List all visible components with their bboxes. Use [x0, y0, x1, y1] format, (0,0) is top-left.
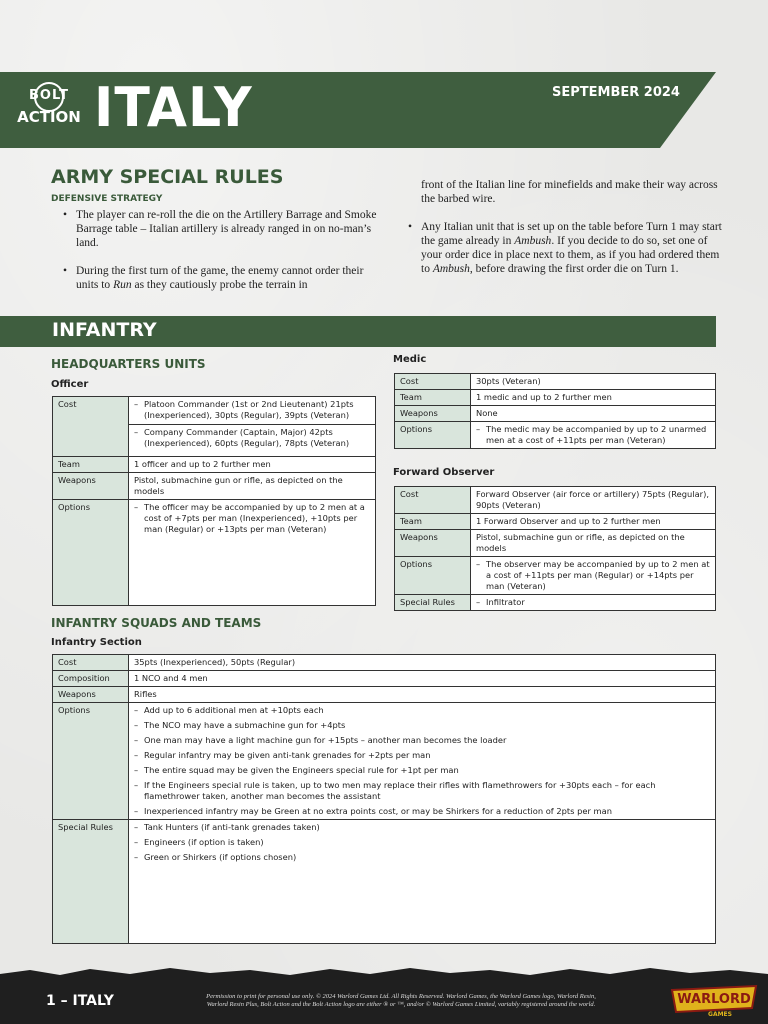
bolt-action-logo: BOLT ACTION: [14, 82, 84, 138]
warlord-games-logo: [668, 984, 760, 1018]
medic-table: [394, 373, 716, 449]
page-title: ITALY: [94, 76, 253, 140]
medic-weapons: None: [471, 406, 716, 422]
section-options-label: Options: [53, 703, 129, 820]
officer-table: [52, 396, 376, 606]
infantry-squads-heading: INFANTRY SQUADS AND TEAMS: [51, 616, 262, 630]
officer-cost-platoon: – Platoon Commander (1st or 2nd Lieutenant) 21pts (Inexperienced), 30pts (Regular), 39pts (Veteran): [134, 399, 370, 421]
rules-column-right: [405, 178, 725, 290]
officer-options: – The officer may be accompanied by up to 2 men at a cost of +7pts per man (Inexperienced), +10pts per man (Regular) or +13pts per man (Veteran): [134, 502, 370, 535]
section-special-rule: – Tank Hunters (if anti-tank grenades taken): [134, 822, 710, 833]
section-special-rule: – Green or Shirkers (if options chosen): [134, 852, 710, 863]
officer-options-label: Options: [53, 500, 129, 606]
fo-options-label: Options: [395, 557, 471, 595]
page-number: 1 – ITALY: [46, 993, 114, 1009]
fo-cost-label: Cost: [395, 487, 471, 514]
forward-observer-table: [394, 486, 716, 611]
officer-weapons: Pistol, submachine gun or rifle, as depicted on the models: [129, 473, 376, 500]
rule-continuation: front of the Italian line for minefields and make their way across the barbed wire.: [421, 179, 718, 205]
section-option: – The entire squad may be given the Engineers special rule for +1pt per man: [134, 765, 710, 776]
medic-cost-label: Cost: [395, 374, 471, 390]
officer-heading: Officer: [51, 379, 89, 390]
medic-weapons-label: Weapons: [395, 406, 471, 422]
defensive-strategy-heading: DEFENSIVE STRATEGY: [51, 194, 163, 204]
army-special-rules-heading: ARMY SPECIAL RULES: [51, 166, 284, 188]
hq-units-heading: HEADQUARTERS UNITS: [51, 357, 206, 371]
infantry-section-heading: Infantry Section: [51, 637, 142, 648]
section-option: – The NCO may have a submachine gun for +4pts: [134, 720, 710, 731]
fo-weapons-label: Weapons: [395, 530, 471, 557]
section-composition: 1 NCO and 4 men: [129, 671, 716, 687]
section-special-rule: – Engineers (if option is taken): [134, 837, 710, 848]
issue-date: SEPTEMBER 2024: [552, 85, 680, 100]
section-composition-label: Composition: [53, 671, 129, 687]
section-cost-label: Cost: [53, 655, 129, 671]
fo-team: 1 Forward Observer and up to 2 further men: [471, 514, 716, 530]
section-option: – Inexperienced infantry may be Green at no extra points cost, or may be Shirkers for a reduction of 2pts per man: [134, 806, 710, 817]
infantry-section-table: [52, 654, 716, 944]
section-cost: 35pts (Inexperienced), 50pts (Regular): [129, 655, 716, 671]
officer-cost-label: Cost: [53, 397, 129, 457]
section-option: – One man may have a light machine gun for +15pts – another man becomes the loader: [134, 735, 710, 746]
section-special-label: Special Rules: [53, 820, 129, 944]
section-option: – Regular infantry may be given anti-tank grenades for +2pts per man: [134, 750, 710, 761]
officer-team: 1 officer and up to 2 further men: [129, 457, 376, 473]
medic-options-label: Options: [395, 422, 471, 449]
forward-observer-heading: Forward Observer: [393, 467, 495, 478]
section-option: – If the Engineers special rule is taken, up to two men may replace their rifles with flamethrowers for +30pts each – for each flamethrower taken, another man becomes the assistant: [134, 780, 710, 802]
officer-team-label: Team: [53, 457, 129, 473]
officer-cost-company: – Company Commander (Captain, Major) 42pts (Inexperienced), 60pts (Regular), 78pts (Veteran): [134, 427, 370, 449]
fo-special: – Infiltrator: [476, 597, 710, 608]
section-weapons: Rifles: [129, 687, 716, 703]
medic-heading: Medic: [393, 354, 427, 365]
infantry-heading: INFANTRY: [52, 319, 157, 341]
fo-team-label: Team: [395, 514, 471, 530]
rule-bullet: • Any Italian unit that is set up on the table before Turn 1 may start the game already in Ambush. If you decide to do so, set one of your order dice in place next to them, as if you had ordered them to Ambush, before drawing the first order die on Turn 1.: [405, 220, 725, 276]
svg-text:GAMES: GAMES: [708, 1011, 732, 1018]
legal-notice: Permission to print for personal use only. © 2024 Warlord Games Ltd. All Rights Reserved. Warlord Games, the Warlord Games logo, Warlord Resin, Warlord Resin Plus, Bolt Action and the Bolt Action logo are either ® or ™, and/or © Warlord Games Limited, variably registered around the world.: [206, 993, 596, 1008]
officer-weapons-label: Weapons: [53, 473, 129, 500]
fo-special-label: Special Rules: [395, 595, 471, 611]
rules-column-left: [60, 208, 380, 306]
section-weapons-label: Weapons: [53, 687, 129, 703]
rule-bullet: • During the first turn of the game, the enemy cannot order their units to Run as they cautiously probe the terrain in: [60, 264, 380, 292]
medic-cost: 30pts (Veteran): [471, 374, 716, 390]
fo-options: – The observer may be accompanied by up to 2 men at a cost of +11pts per man (Regular) or +14pts per man (Veteran): [476, 559, 710, 592]
medic-team: 1 medic and up to 2 further men: [471, 390, 716, 406]
svg-text:WARLORD: WARLORD: [677, 992, 751, 1007]
section-option: – Add up to 6 additional men at +10pts each: [134, 705, 710, 716]
fo-cost: Forward Observer (air force or artillery) 75pts (Regular), 90pts (Veteran): [471, 487, 716, 514]
medic-team-label: Team: [395, 390, 471, 406]
rule-bullet: • The player can re-roll the die on the Artillery Barrage and Smoke Barrage table – Italian artillery is already ranged in on no-man’s land.: [60, 208, 380, 250]
medic-options: – The medic may be accompanied by up to 2 unarmed men at a cost of +11pts per man (Veteran): [476, 424, 710, 446]
fo-weapons: Pistol, submachine gun or rifle, as depicted on the models: [471, 530, 716, 557]
